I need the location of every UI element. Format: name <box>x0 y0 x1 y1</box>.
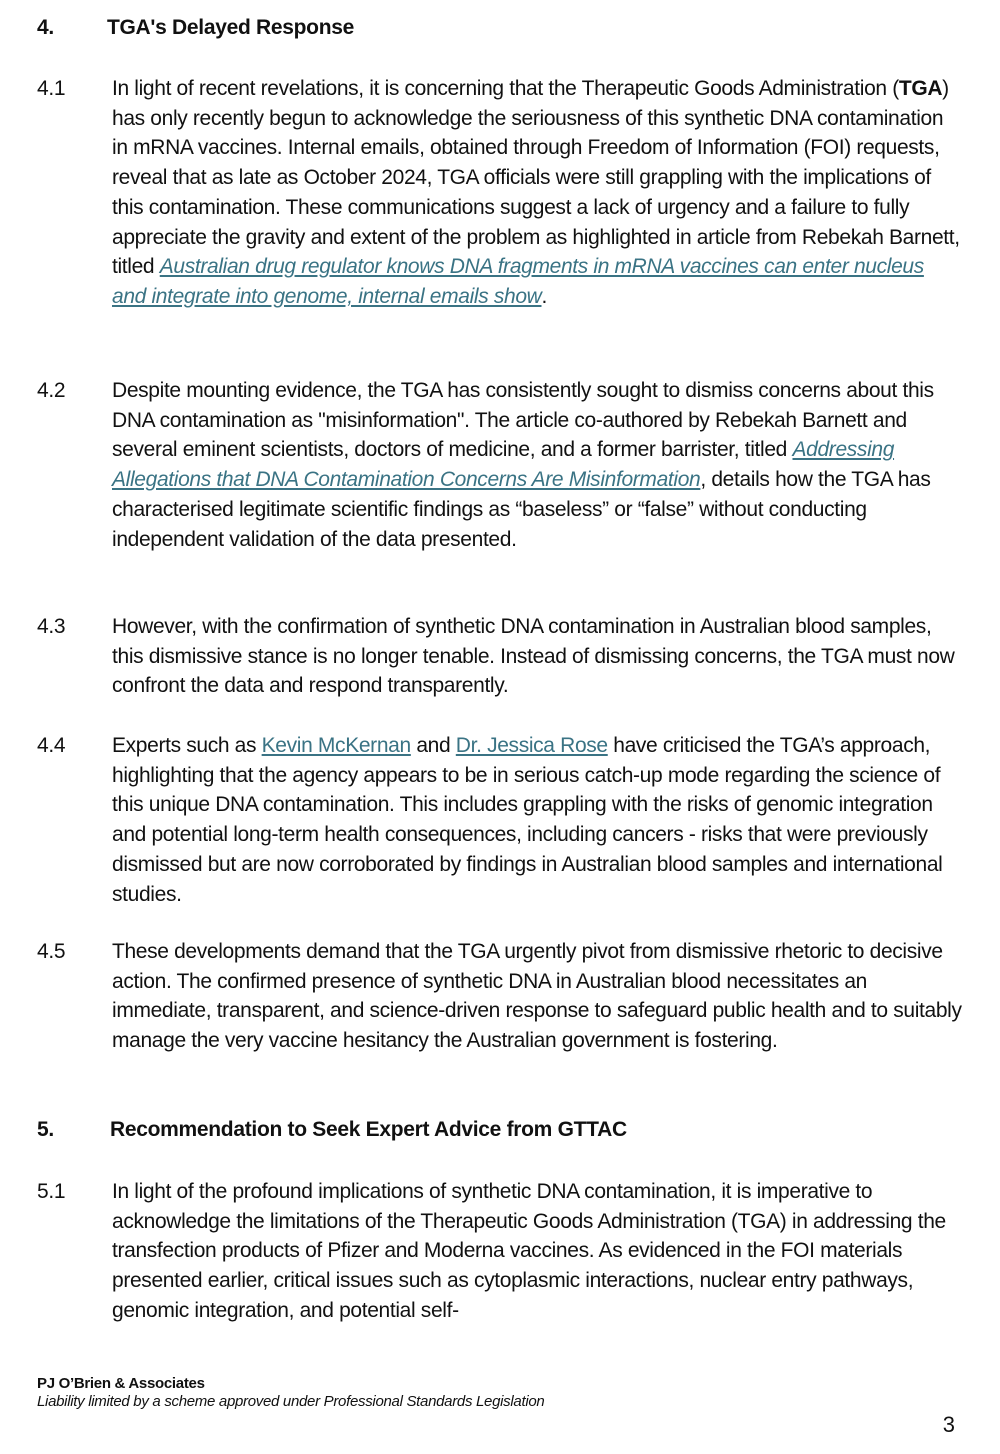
bold-abbreviation: TGA <box>898 77 943 100</box>
paragraph-number: 4.2 <box>37 379 66 402</box>
link-kevin-mckernan[interactable]: Kevin McKernan <box>261 734 411 757</box>
firm-name: PJ O’Brien & Associates <box>37 1375 205 1392</box>
section-number: 4. <box>37 16 54 39</box>
liability-notice: Liability limited by a scheme approved under Professional Standards Legislation <box>37 1393 545 1410</box>
section-title: Recommendation to Seek Expert Advice from GTTAC <box>110 1118 627 1141</box>
paragraph-number: 5.1 <box>37 1180 66 1203</box>
page-number: 3 <box>942 1412 955 1437</box>
link-jessica-rose[interactable]: Dr. Jessica Rose <box>455 734 608 757</box>
paragraph-number: 4.5 <box>37 940 66 963</box>
paragraph-number: 4.3 <box>37 615 66 638</box>
paragraph-text: However, with the confirmation of synthetic DNA contamination in Australian blood samples, this dismissive stance is no longer tenable. Instead of dismissing concerns, the TGA must now confront the data and respond transparently. <box>112 615 955 698</box>
section-title: TGA's Delayed Response <box>107 16 354 39</box>
article-link-misinformation[interactable]: Addressing Allegations that DNA Contamination Concerns Are Misinformation <box>112 438 895 492</box>
paragraph-number: 4.1 <box>37 77 66 100</box>
article-link-barnett[interactable]: Australian drug regulator knows DNA fragments in mRNA vaccines can enter nucleus and integrate into genome, internal emails show <box>112 255 924 308</box>
section-number: 5. <box>37 1118 54 1141</box>
paragraph-text: In light of the profound implications of synthetic DNA contamination, it is imperative to acknowledge the limitations of the Therapeutic Goods Administration (TGA) in addressing the transfection products of Pfizer and Moderna vaccines. As evidenced in the FOI materials presented earlier, critical issues such as cytoplasmic interactions, nuclear entry pathways, genomic integration, and potential self- <box>112 1180 946 1322</box>
paragraph-text: These developments demand that the TGA urgently pivot from dismissive rhetoric to decisive action. The confirmed presence of synthetic DNA in Australian blood necessitates an immediate, transparent, and science-driven response to safeguard public health and to suitably manage the very vaccine hesitancy the Australian government is fostering. <box>112 940 962 1053</box>
paragraph-text: In light of recent revelations, it is concerning that the Therapeutic Goods Administration (TGA) has only recently begun to acknowledge the seriousness of this synthetic DNA contamination in mRNA vaccines. Internal emails, obtained through Freedom of Information (FOI) requests, reveal that as late as October 2024, TGA officials were still grappling with the implications of this contamination. These communications suggest a lack of urgency and a failure to fully appreciate the gravity and extent of the problem as highlighted in article from Rebekah Barnett, titled Australian drug regulator knows DNA fragments in mRNA vaccines can enter nucleus and integrate into genome, internal emails show. <box>112 77 960 308</box>
page-footer <box>37 1375 544 1410</box>
paragraph-text: Despite mounting evidence, the TGA has consistently sought to dismiss concerns about this DNA contamination as "misinformation". The article co-authored by Rebekah Barnett and several eminent scientists, doctors of medicine, and a former barrister, titled Addressing Allegations that DNA Contamination Concerns Are Misinformation, details how the TGA has characterised legitimate scientific findings as “baseless” or “false” without conducting independent validation of the data presented. <box>112 379 934 551</box>
paragraph-number: 4.4 <box>37 734 66 757</box>
paragraph-text: Experts such as Kevin McKernan and Dr. Jessica Rose have criticised the TGA’s approach, highlighting that the agency appears to be in serious catch-up mode regarding the science of this unique DNA contamination. This includes grappling with the risks of genomic integration and potential long-term health consequences, including cancers - risks that were previously dismissed but are now corroborated by findings in Australian blood samples and international studies. <box>112 734 943 906</box>
